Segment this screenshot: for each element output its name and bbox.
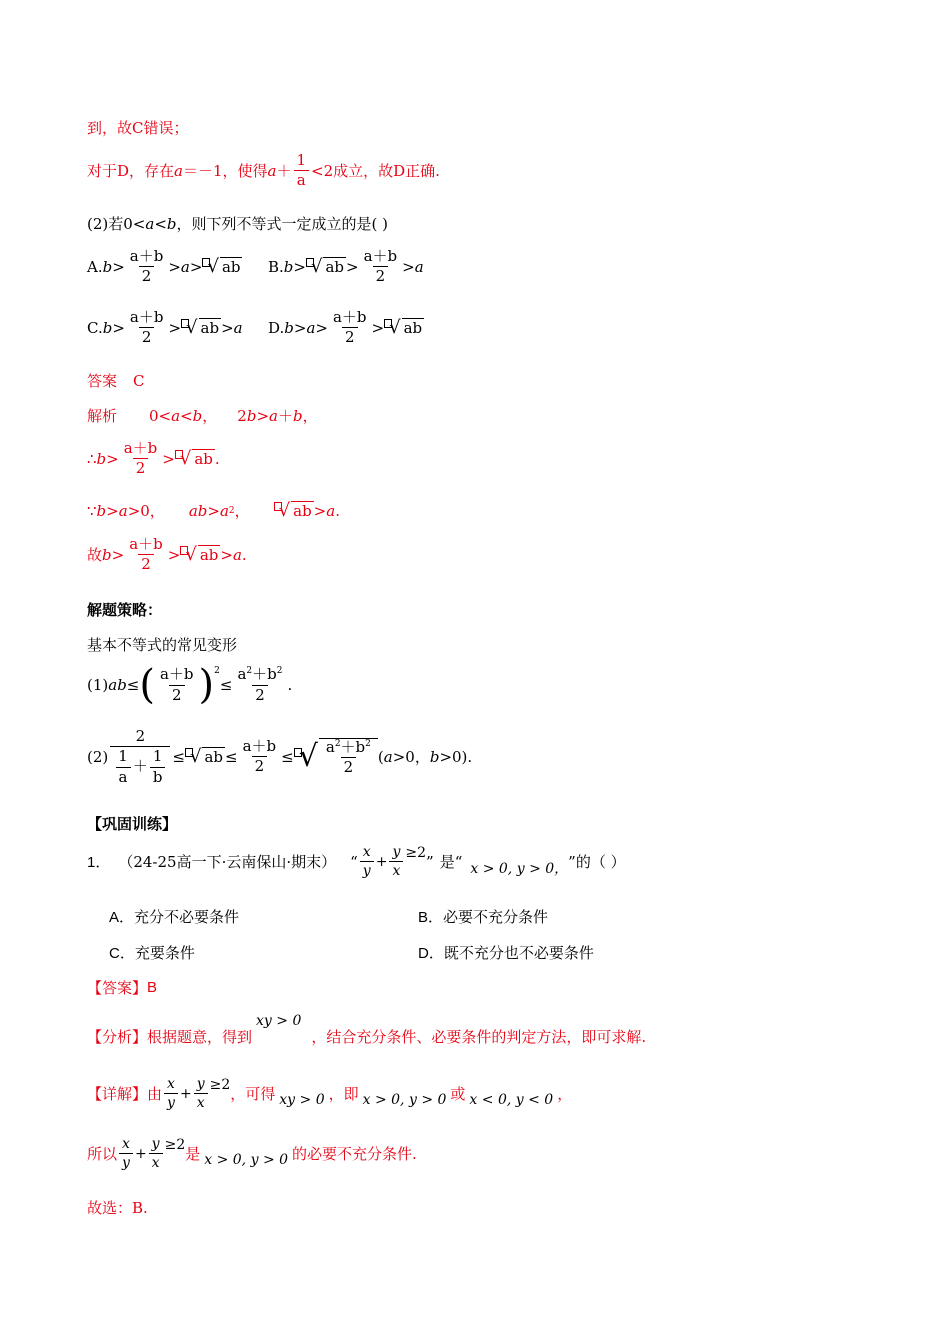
option-b: B. b > √ ab > $\frac{a+b}{2}$ > a <box>268 247 424 286</box>
sqrt-ab: √ ab <box>384 317 424 338</box>
answer-line: 答案 C <box>87 371 145 390</box>
choice-b: B． 必要不充分条件 <box>418 908 549 926</box>
training-title: 【巩固训练】 <box>87 815 178 833</box>
text-line-1: 到，故C错误； <box>87 119 189 137</box>
exercise-1: 1． （24-25高一下·云南保山·期末） “ $\frac{x}{y}$ + $\frac{y}{x}$ ≥2 ” 是 “ x > 0, y > 0， ” 的（ ） <box>87 844 626 880</box>
formula-2: (2) 2 $\frac{1}{a}$ ＋ $\frac{1}{b}$ ≤ √ ab ≤ $\frac{a+b}{2}$ ≤ √ $\frac{a^2+b^2}{2}$ ( a >0， b >0). <box>87 727 473 786</box>
hence-line: 故 b > $\frac{a+b}{2}$ > √ ab > a . <box>87 535 247 574</box>
strategy-title: 解题策略： <box>87 601 163 619</box>
analysis-line: 【分析】 根据题意，得到 xy > 0 ，结合充分条件、必要条件的判定方法，即可求解. <box>87 1012 647 1046</box>
choice-a: A． 充分不必要条件 <box>109 908 240 926</box>
therefore-line: ∴ b > $\frac{a+b}{2}$ > √ ab . <box>87 439 220 478</box>
sqrt-ab: √ ab <box>274 500 314 521</box>
choice-d: D． 既不充分也不必要条件 <box>418 944 594 962</box>
detail-line: 【详解】 由 $\frac{x}{y}$ + $\frac{y}{x}$ ≥2 ，可得 xy > 0 ，即 x > 0, y > 0 或 x < 0, y < 0 ， <box>87 1076 573 1112</box>
fraction: $\frac{1}{a}$ <box>294 152 310 190</box>
so-line: 所以 $\frac{x}{y}$ + $\frac{y}{x}$ ≥2 是 x > 0, y > 0 的必要不充分条件. <box>87 1136 417 1172</box>
choice-c: C． 充要条件 <box>109 944 195 962</box>
sqrt-ab: √ ab <box>202 256 242 277</box>
answer-2: 【答案】 B <box>87 979 158 997</box>
sqrt-rms: √ $\frac{a^2+b^2}{2}$ <box>294 738 378 777</box>
explanation-line: 解析 0< a < b ， 2 b > a ＋ b ， <box>87 406 318 425</box>
option-a: A. b > $\frac{a+b}{2}$ > a > √ ab <box>87 247 241 286</box>
formula-1: (1) ab ≤ ( $\frac{a+b}{2}$ ) $^2$ ≤ $\frac{a^2+b^2}{2}$ . <box>87 662 293 708</box>
final-line: 故选：B. <box>87 1199 148 1217</box>
strategy-subtitle: 基本不等式的常见变形 <box>87 636 238 654</box>
sqrt-ab: √ ab <box>180 544 220 565</box>
text-line-2: 对于D，存在 a ＝－1，使得 a ＋ $\frac{1}{a}$ <2成立，故D正确. <box>87 151 440 190</box>
option-d: D. b > a > $\frac{a+b}{2}$ > √ ab <box>268 308 423 347</box>
harmonic-mean: 2 $\frac{1}{a}$ ＋ $\frac{1}{b}$ <box>110 728 170 786</box>
sqrt-ab: √ ab <box>175 448 215 469</box>
question-2: (2)若0< a < b ，则下列不等式一定成立的是( ) <box>87 214 388 233</box>
because-line: ∵ b > a >0， ab > a 2 ， √ ab > a . <box>87 500 340 521</box>
sqrt-ab: √ ab <box>306 256 346 277</box>
option-c: C. b > $\frac{a+b}{2}$ > √ ab > a <box>87 308 243 347</box>
sqrt-ab: √ ab <box>181 317 221 338</box>
sqrt-ab: √ ab <box>185 746 225 767</box>
